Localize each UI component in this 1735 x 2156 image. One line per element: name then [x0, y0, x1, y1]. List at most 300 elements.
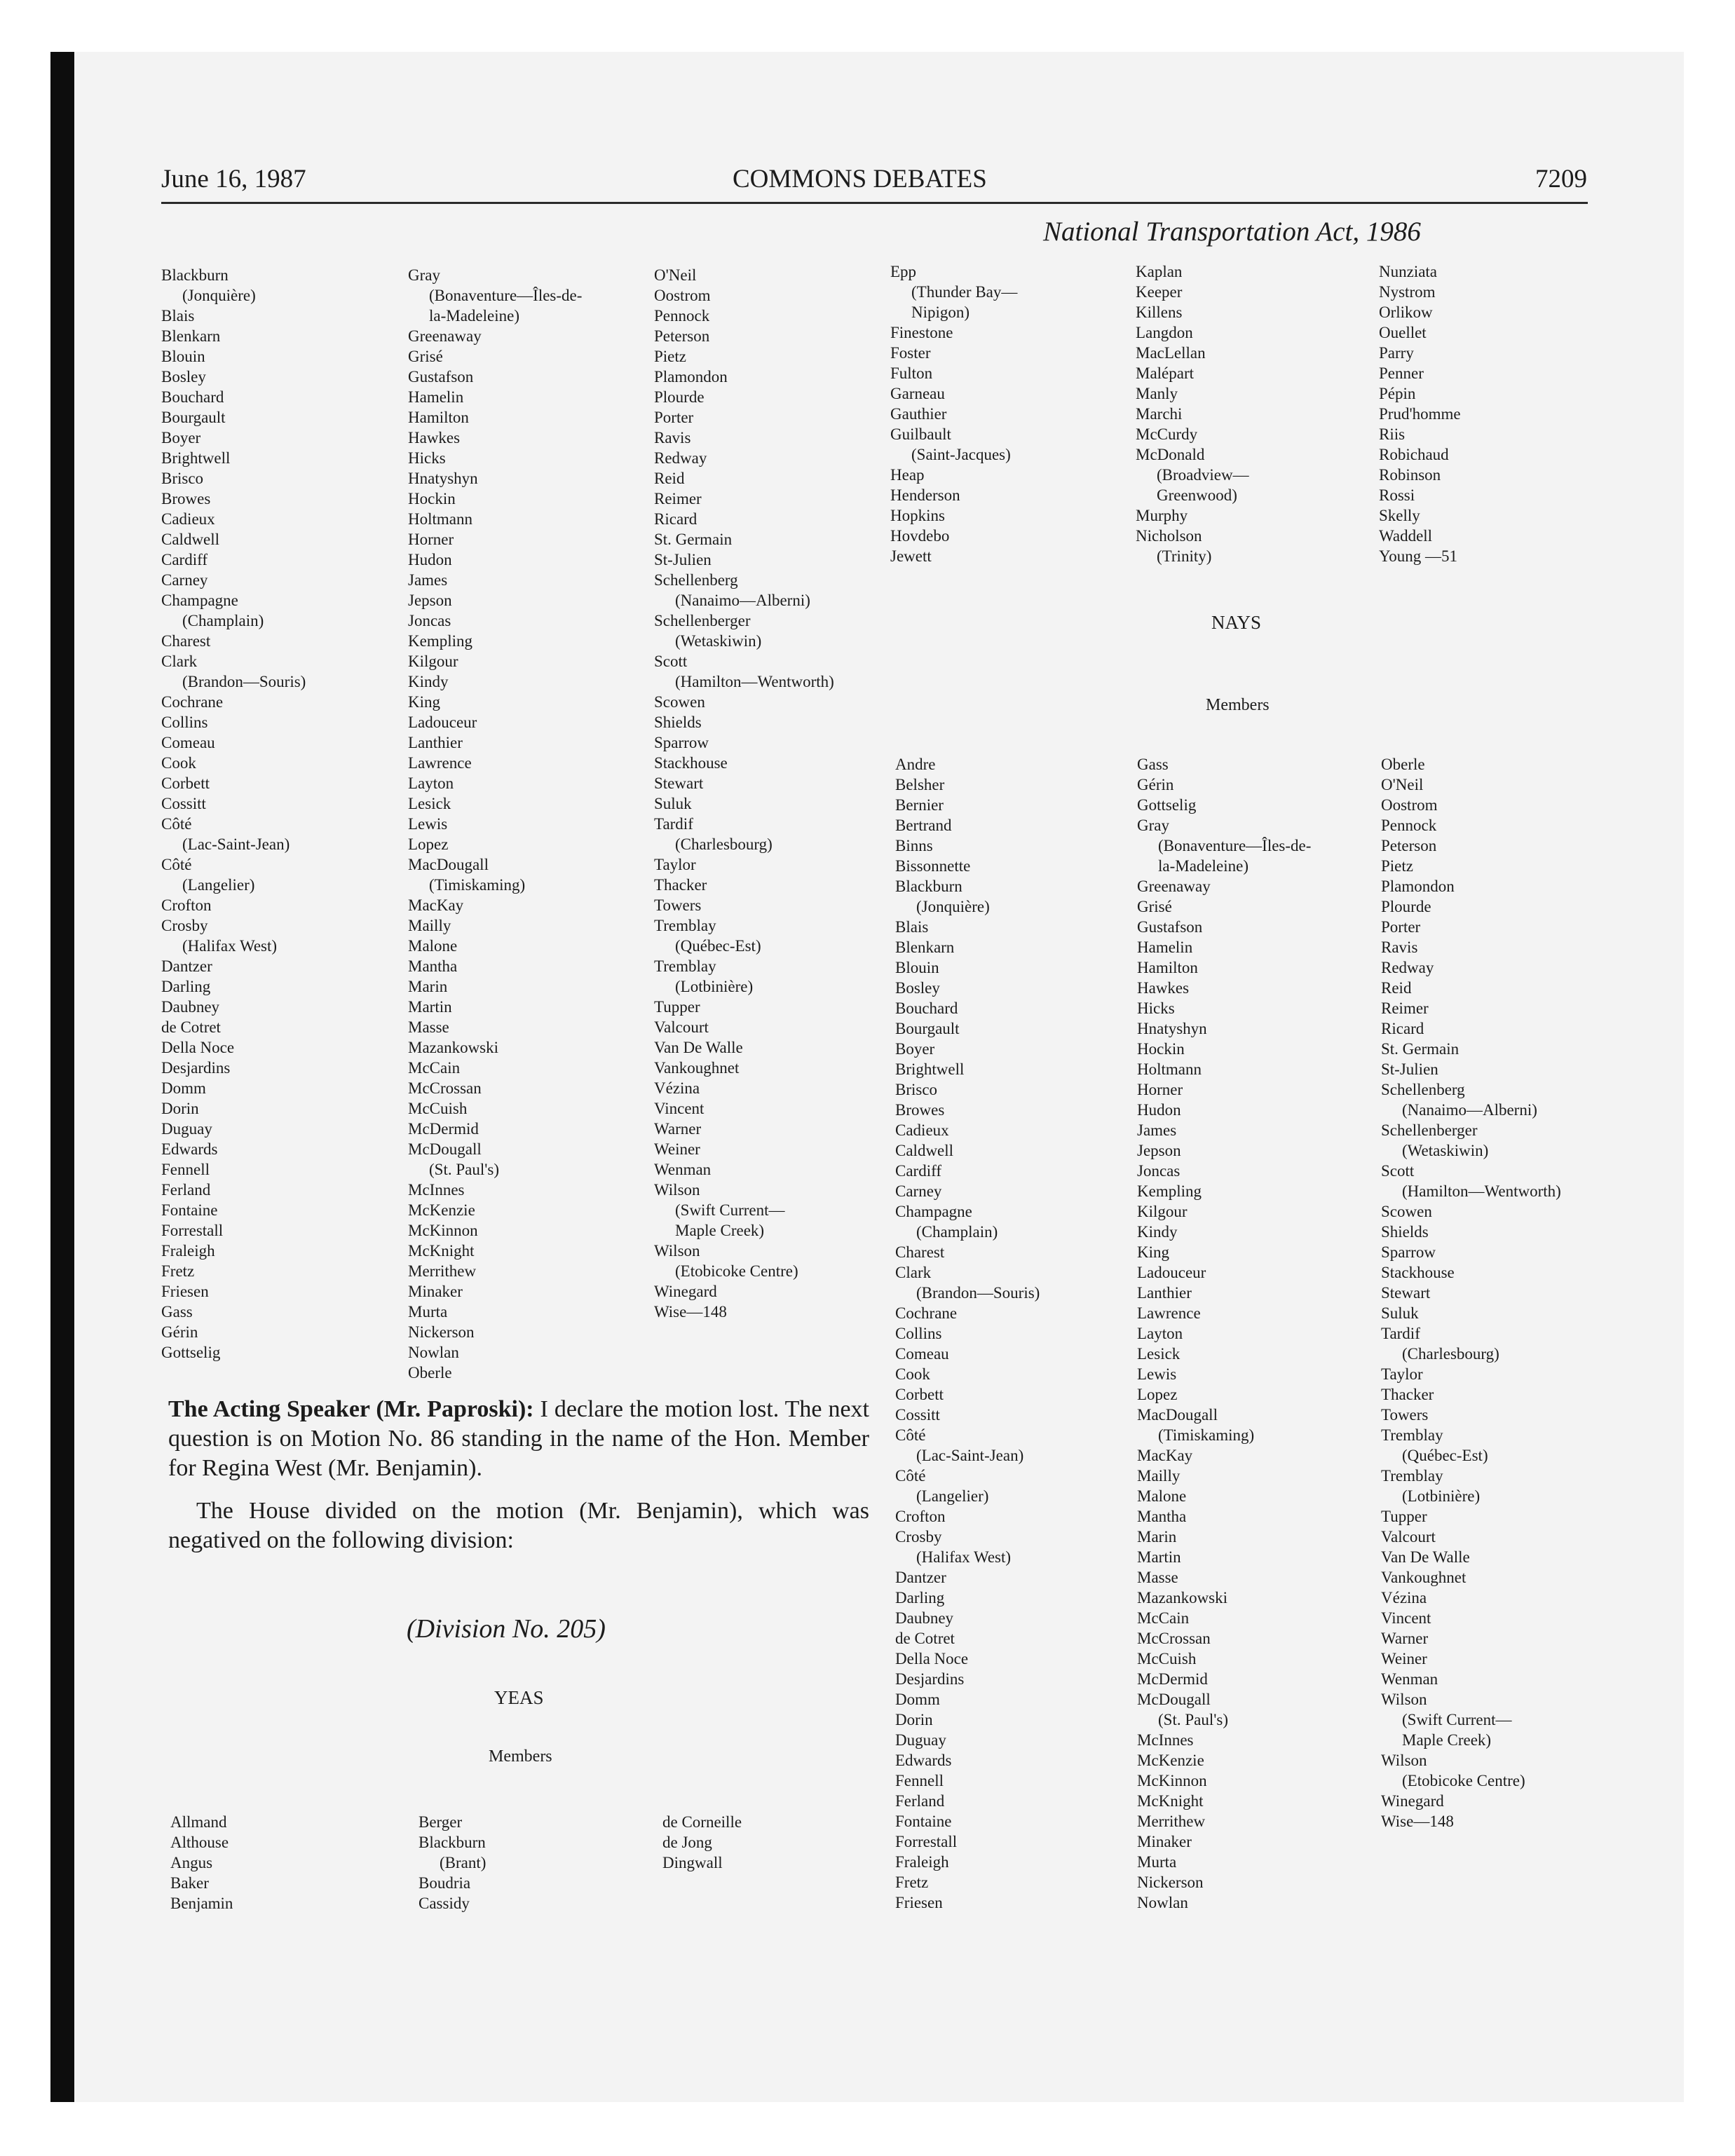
- member-name: McKnight: [1137, 1792, 1204, 1810]
- member-name: Carney: [895, 1182, 942, 1200]
- member-name: Blackburn: [419, 1834, 486, 1851]
- member-riding: (Lac-Saint-Jean): [916, 1447, 1024, 1464]
- member-name: Blais: [895, 918, 929, 936]
- member-name: Hamelin: [408, 388, 464, 406]
- member-name: Stewart: [654, 775, 704, 792]
- member-name: Hockin: [1137, 1040, 1185, 1058]
- yeas-continued-column-1: [161, 265, 306, 1363]
- member-name: McKenzie: [1137, 1752, 1204, 1769]
- member-name: Manly: [1136, 385, 1178, 402]
- member-name: Penner: [1379, 364, 1424, 382]
- member-name: Hawkes: [1137, 979, 1190, 997]
- yeas-continued-column-2: [408, 265, 582, 1383]
- member-name: Baker: [170, 1874, 209, 1892]
- member-name: Marin: [408, 978, 448, 995]
- member-name: Collins: [895, 1325, 942, 1342]
- member-name: Lopez: [1137, 1386, 1178, 1403]
- member-name: Corbett: [161, 775, 210, 792]
- yeas-column-1: [170, 1812, 233, 1913]
- member-name: Porter: [1381, 918, 1421, 936]
- member-name: Wenman: [654, 1161, 712, 1178]
- member-name: MacKay: [408, 896, 464, 914]
- member-name: Brisco: [895, 1081, 938, 1098]
- member-name: Redway: [654, 449, 707, 467]
- member-riding: (Saint-Jacques): [911, 446, 1011, 463]
- member-name: Browes: [161, 490, 211, 507]
- member-name: Clark: [161, 653, 198, 670]
- member-name: Ricard: [654, 510, 698, 528]
- member-riding: (Lac-Saint-Jean): [182, 835, 290, 853]
- member-name: Clark: [895, 1264, 932, 1281]
- member-name: Cadieux: [161, 510, 215, 528]
- member-name: Reid: [1381, 979, 1412, 997]
- member-riding: (Swift Current—: [1402, 1711, 1512, 1728]
- member-riding: (Jonquière): [916, 898, 990, 915]
- member-riding: (Broadview—: [1157, 466, 1249, 484]
- member-name: Murta: [1137, 1853, 1177, 1871]
- member-riding: (Brandon—Souris): [182, 673, 306, 690]
- member-riding: (Jonquière): [182, 287, 256, 304]
- member-name: Desjardins: [895, 1670, 965, 1688]
- member-name: Lopez: [408, 835, 449, 853]
- member-name: Oberle: [408, 1364, 452, 1381]
- member-riding: (Charlesbourg): [675, 835, 773, 853]
- member-name: Schellenberger: [654, 612, 751, 629]
- member-name: Waddell: [1379, 527, 1433, 545]
- member-name: Binns: [895, 837, 933, 854]
- member-name: Edwards: [161, 1140, 218, 1158]
- member-name: McDermid: [408, 1120, 479, 1138]
- member-name: Dingwall: [662, 1854, 723, 1871]
- member-name: Tremblay: [1381, 1426, 1443, 1444]
- member-name: Dorin: [161, 1100, 199, 1117]
- member-name: Hamilton: [408, 409, 469, 426]
- member-riding: (Nanaimo—Alberni): [675, 592, 810, 609]
- member-name: Wilson: [654, 1242, 700, 1260]
- member-name: Gass: [1137, 756, 1169, 773]
- member-name: Bourgault: [895, 1020, 960, 1037]
- member-name: de Jong: [662, 1834, 712, 1851]
- member-name: Horner: [408, 531, 454, 548]
- member-name: Nowlan: [408, 1344, 459, 1361]
- member-name: Côté: [161, 815, 192, 833]
- member-name: St-Julien: [654, 551, 712, 568]
- member-name: Vincent: [1381, 1609, 1431, 1627]
- member-name: Kempling: [408, 632, 472, 650]
- member-name: McCurdy: [1136, 425, 1198, 443]
- speaker-statement: I declare the motion lost. The next question is on Motion No. 86 standing in the name of the Hon. Member for Regina West (Mr. Benjamin).: [168, 1396, 869, 1481]
- member-name: Ravis: [654, 429, 691, 446]
- member-name: Crosby: [161, 917, 208, 934]
- member-riding: (Swift Current—: [675, 1201, 785, 1219]
- nays-members-label: Members: [1206, 696, 1270, 714]
- member-name: Lawrence: [408, 754, 472, 772]
- member-name: Stackhouse: [1381, 1264, 1455, 1281]
- member-name: Althouse: [170, 1834, 229, 1851]
- member-name: Valcourt: [1381, 1528, 1436, 1546]
- member-name: Mantha: [408, 957, 458, 975]
- member-riding: la-Madeleine): [429, 307, 519, 325]
- member-name: de Cotret: [161, 1018, 221, 1036]
- yeas-heading: YEAS: [494, 1687, 544, 1708]
- member-name: Masse: [1137, 1569, 1178, 1586]
- member-name: Henderson: [890, 486, 960, 504]
- member-name: Tupper: [1381, 1508, 1427, 1525]
- member-riding: (St. Paul's): [1158, 1711, 1228, 1728]
- yeas-column-3: [662, 1812, 742, 1873]
- member-name: Edwards: [895, 1752, 952, 1769]
- member-name: Duguay: [161, 1120, 212, 1138]
- member-name: Wise—148: [1381, 1813, 1454, 1830]
- member-name: Kilgour: [408, 653, 458, 670]
- member-name: Lewis: [1137, 1365, 1177, 1383]
- yeas-column-4: [890, 261, 1017, 566]
- member-name: Caldwell: [161, 531, 220, 548]
- member-name: St. Germain: [1381, 1040, 1460, 1058]
- member-name: Mailly: [408, 917, 451, 934]
- member-name: Thacker: [1381, 1386, 1434, 1403]
- member-name: Ferland: [895, 1792, 945, 1810]
- member-name: Hnatyshyn: [1137, 1020, 1207, 1037]
- member-name: Holtmann: [408, 510, 472, 528]
- member-name: Skelly: [1379, 507, 1420, 524]
- member-name: King: [1137, 1243, 1169, 1261]
- member-name: Dantzer: [895, 1569, 946, 1586]
- member-name: Darling: [161, 978, 211, 995]
- member-name: Layton: [1137, 1325, 1183, 1342]
- member-name: de Corneille: [662, 1813, 742, 1831]
- member-name: Darling: [895, 1589, 945, 1606]
- member-name: Champagne: [895, 1203, 972, 1220]
- member-name: Gottselig: [161, 1344, 221, 1361]
- member-name: Joncas: [408, 612, 451, 629]
- member-name: Warner: [654, 1120, 702, 1138]
- member-name: Hnatyshyn: [408, 470, 478, 487]
- member-name: Gérin: [161, 1323, 198, 1341]
- yeas-continued-column-3: [654, 265, 834, 1322]
- member-name: Masse: [408, 1018, 449, 1036]
- member-name: de Cotret: [895, 1630, 955, 1647]
- member-name: Jewett: [890, 547, 932, 565]
- member-name: Boudria: [419, 1874, 471, 1892]
- member-name: McDonald: [1136, 446, 1205, 463]
- member-name: Blenkarn: [161, 327, 221, 345]
- member-name: Plourde: [1381, 898, 1431, 915]
- member-riding: (Brandon—Souris): [916, 1284, 1040, 1302]
- member-name: Blenkarn: [895, 939, 955, 956]
- member-name: Malépart: [1136, 364, 1195, 382]
- member-name: Daubney: [895, 1609, 954, 1627]
- member-name: James: [1137, 1121, 1177, 1139]
- speaker-paragraph: [168, 1395, 869, 1483]
- speaker-name: The Acting Speaker (Mr. Paproski):: [168, 1396, 534, 1422]
- member-name: Towers: [654, 896, 702, 914]
- member-name: Winegard: [654, 1283, 717, 1300]
- member-name: Joncas: [1137, 1162, 1181, 1180]
- member-name: Hicks: [408, 449, 446, 467]
- yeas-members-label: Members: [489, 1747, 552, 1766]
- member-name: Duguay: [895, 1731, 946, 1749]
- member-riding: Maple Creek): [675, 1222, 765, 1239]
- member-name: Desjardins: [161, 1059, 231, 1077]
- nays-heading: NAYS: [1211, 612, 1262, 633]
- member-name: Scott: [1381, 1162, 1415, 1180]
- member-name: McKinnon: [1137, 1772, 1207, 1789]
- member-riding: (Hamilton—Wentworth): [1402, 1182, 1561, 1200]
- member-name: Suluk: [1381, 1304, 1419, 1322]
- member-riding: (Trinity): [1157, 547, 1212, 565]
- member-name: Forrestall: [895, 1833, 958, 1850]
- member-name: Fretz: [895, 1874, 929, 1891]
- member-name: MacKay: [1137, 1447, 1193, 1464]
- member-name: MacLellan: [1136, 344, 1206, 362]
- member-riding: (Nanaimo—Alberni): [1402, 1101, 1537, 1119]
- header-page-number: 7209: [1535, 165, 1587, 193]
- member-name: Brightwell: [161, 449, 231, 467]
- member-name: Fontaine: [161, 1201, 218, 1219]
- member-name: MacDougall: [408, 856, 489, 873]
- member-name: Fontaine: [895, 1813, 952, 1830]
- member-name: Reimer: [1381, 999, 1429, 1017]
- member-name: Grisé: [1137, 898, 1172, 915]
- member-name: Charest: [895, 1243, 945, 1261]
- member-name: Angus: [170, 1854, 213, 1871]
- member-name: Oostrom: [654, 287, 711, 304]
- member-name: Garneau: [890, 385, 945, 402]
- header-rule: [161, 202, 1588, 204]
- member-riding: (Wetaskiwin): [675, 632, 762, 650]
- member-name: Schellenberg: [654, 571, 738, 589]
- member-name: Bissonnette: [895, 857, 971, 875]
- member-name: Blouin: [895, 959, 939, 976]
- member-name: McCrossan: [1137, 1630, 1211, 1647]
- member-name: Cardiff: [161, 551, 208, 568]
- member-riding: (Etobicoke Centre): [1402, 1772, 1525, 1789]
- member-name: Mazankowski: [1137, 1589, 1228, 1606]
- member-name: Crosby: [895, 1528, 942, 1546]
- member-name: Reimer: [654, 490, 702, 507]
- member-name: Nowlan: [1137, 1894, 1188, 1911]
- member-name: Peterson: [654, 327, 710, 345]
- member-name: Bourgault: [161, 409, 226, 426]
- member-name: Caldwell: [895, 1142, 954, 1159]
- member-name: Brisco: [161, 470, 204, 487]
- member-riding: (Halifax West): [182, 937, 278, 955]
- member-name: Allmand: [170, 1813, 227, 1831]
- member-name: Malone: [1137, 1487, 1187, 1505]
- member-name: Plamondon: [654, 368, 728, 386]
- member-name: Tremblay: [1381, 1467, 1443, 1485]
- member-name: Ferland: [161, 1181, 211, 1199]
- member-name: Nicholson: [1136, 527, 1202, 545]
- member-name: Jepson: [1137, 1142, 1181, 1159]
- member-name: McCain: [1137, 1609, 1190, 1627]
- member-name: Tremblay: [654, 917, 716, 934]
- member-name: Langdon: [1136, 324, 1193, 341]
- member-name: Nickerson: [1137, 1874, 1204, 1891]
- member-name: Ladouceur: [408, 714, 477, 731]
- member-name: Hovdebo: [890, 527, 950, 545]
- member-name: Scowen: [1381, 1203, 1432, 1220]
- member-name: Malone: [408, 937, 458, 955]
- member-name: Berger: [419, 1813, 463, 1831]
- member-name: Nunziata: [1379, 263, 1438, 280]
- member-name: Wilson: [1381, 1752, 1427, 1769]
- member-name: Hamilton: [1137, 959, 1198, 976]
- member-name: Nystrom: [1379, 283, 1436, 301]
- yeas-column-6: [1379, 261, 1461, 566]
- member-name: Pietz: [1381, 857, 1413, 875]
- member-name: Bouchard: [161, 388, 224, 406]
- member-name: Hamelin: [1137, 939, 1193, 956]
- member-name: Martin: [1137, 1548, 1181, 1566]
- member-name: Daubney: [161, 998, 220, 1016]
- member-name: Crofton: [161, 896, 212, 914]
- member-name: Riis: [1379, 425, 1406, 443]
- member-riding: (Halifax West): [916, 1548, 1012, 1566]
- member-name: Redway: [1381, 959, 1434, 976]
- member-name: Fennell: [161, 1161, 210, 1178]
- member-riding: (Bonaventure—Îles-de-: [1158, 837, 1312, 854]
- member-name: Murphy: [1136, 507, 1188, 524]
- member-name: Ouellet: [1379, 324, 1427, 341]
- member-name: Parry: [1379, 344, 1414, 362]
- member-name: Côté: [161, 856, 192, 873]
- member-name: McCrossan: [408, 1079, 482, 1097]
- member-name: Belsher: [895, 776, 945, 793]
- member-name: Fretz: [161, 1262, 195, 1280]
- member-name: Lanthier: [1137, 1284, 1192, 1302]
- member-name: McInnes: [1137, 1731, 1194, 1749]
- member-name: Martin: [408, 998, 452, 1016]
- member-name: Pépin: [1379, 385, 1416, 402]
- member-name: Domm: [161, 1079, 206, 1097]
- member-name: St. Germain: [654, 531, 733, 548]
- member-name: Friesen: [161, 1283, 209, 1300]
- member-name: Vincent: [654, 1100, 705, 1117]
- member-name: Sparrow: [654, 734, 709, 751]
- member-riding: Nipigon): [911, 303, 970, 321]
- member-name: McDougall: [1137, 1691, 1211, 1708]
- member-name: Stackhouse: [654, 754, 728, 772]
- member-name: O'Neil: [654, 266, 697, 284]
- nays-column-2: [1137, 754, 1311, 1913]
- member-name: Grisé: [408, 348, 443, 365]
- member-riding: (Hamilton—Wentworth): [675, 673, 834, 690]
- member-name: Murta: [408, 1303, 448, 1321]
- member-riding: (Québec-Est): [1402, 1447, 1488, 1464]
- member-name: Cardiff: [895, 1162, 942, 1180]
- member-riding: (Timiskaming): [1158, 1426, 1255, 1444]
- member-name: Plourde: [654, 388, 705, 406]
- member-name: Taylor: [654, 856, 696, 873]
- member-name: Wenman: [1381, 1670, 1438, 1688]
- member-name: Ravis: [1381, 939, 1418, 956]
- member-name: Bernier: [895, 796, 944, 814]
- member-name: Jepson: [408, 592, 452, 609]
- member-name: Schellenberger: [1381, 1121, 1478, 1139]
- member-name: King: [408, 693, 440, 711]
- member-name: Lawrence: [1137, 1304, 1201, 1322]
- member-name: McKnight: [408, 1242, 475, 1260]
- member-name: Kaplan: [1136, 263, 1183, 280]
- member-name: Boyer: [895, 1040, 935, 1058]
- member-name: Keeper: [1136, 283, 1183, 301]
- member-name: Pennock: [654, 307, 710, 325]
- member-name: Mantha: [1137, 1508, 1187, 1525]
- member-name: Mailly: [1137, 1467, 1181, 1485]
- member-riding: (Québec-Est): [675, 937, 761, 955]
- yeas-column-5: [1136, 261, 1249, 566]
- nays-column-1: [895, 754, 1040, 1913]
- member-name: Fennell: [895, 1772, 944, 1789]
- member-name: Scott: [654, 653, 688, 670]
- member-name: Fulton: [890, 364, 933, 382]
- member-name: Gottselig: [1137, 796, 1197, 814]
- member-riding: Maple Creek): [1402, 1731, 1492, 1749]
- member-name: Kindy: [408, 673, 449, 690]
- page-subtitle: National Transportation Act, 1986: [1043, 217, 1421, 247]
- member-name: Cassidy: [419, 1895, 470, 1912]
- member-name: Pietz: [654, 348, 686, 365]
- member-name: Browes: [895, 1101, 945, 1119]
- member-name: Minaker: [1137, 1833, 1192, 1850]
- division-paragraph: The House divided on the motion (Mr. Benjamin), which was negatived on the following division:: [168, 1498, 869, 1553]
- member-name: Comeau: [161, 734, 215, 751]
- member-name: Bosley: [895, 979, 940, 997]
- member-name: Layton: [408, 775, 454, 792]
- member-name: Greenaway: [408, 327, 482, 345]
- member-name: Van De Walle: [654, 1039, 743, 1056]
- member-name: Tardif: [1381, 1325, 1420, 1342]
- member-name: Marchi: [1136, 405, 1183, 423]
- member-name: McDermid: [1137, 1670, 1208, 1688]
- member-riding: (Charlesbourg): [1402, 1345, 1499, 1363]
- member-name: Young —51: [1379, 547, 1458, 565]
- header-title: COMMONS DEBATES: [733, 165, 987, 193]
- member-name: Horner: [1137, 1081, 1183, 1098]
- member-name: Schellenberg: [1381, 1081, 1465, 1098]
- member-name: Cochrane: [161, 693, 224, 711]
- member-name: Hopkins: [890, 507, 945, 524]
- member-name: Valcourt: [654, 1018, 709, 1036]
- member-name: Prud'homme: [1379, 405, 1461, 423]
- member-name: Holtmann: [1137, 1060, 1202, 1078]
- member-name: Oberle: [1381, 756, 1425, 773]
- member-name: Della Noce: [895, 1650, 969, 1667]
- member-riding: (Lotbinière): [675, 978, 754, 995]
- member-riding: (Langelier): [182, 876, 255, 894]
- member-name: Nickerson: [408, 1323, 475, 1341]
- member-name: Hockin: [408, 490, 456, 507]
- member-name: Blackburn: [161, 266, 229, 284]
- member-name: Dantzer: [161, 957, 212, 975]
- member-riding: (Champlain): [182, 612, 264, 629]
- member-name: Dorin: [895, 1711, 933, 1728]
- member-name: Brightwell: [895, 1060, 965, 1078]
- member-name: Vézina: [654, 1079, 700, 1097]
- member-name: Hudon: [408, 551, 452, 568]
- member-name: Lewis: [408, 815, 448, 833]
- member-name: Domm: [895, 1691, 940, 1708]
- member-name: Vankoughnet: [654, 1059, 740, 1077]
- member-name: Fraleigh: [895, 1853, 949, 1871]
- nays-column-3: [1381, 754, 1561, 1831]
- member-name: Wilson: [654, 1181, 700, 1199]
- member-name: Wilson: [1381, 1691, 1427, 1708]
- member-name: Van De Walle: [1381, 1548, 1470, 1566]
- member-name: Crofton: [895, 1508, 946, 1525]
